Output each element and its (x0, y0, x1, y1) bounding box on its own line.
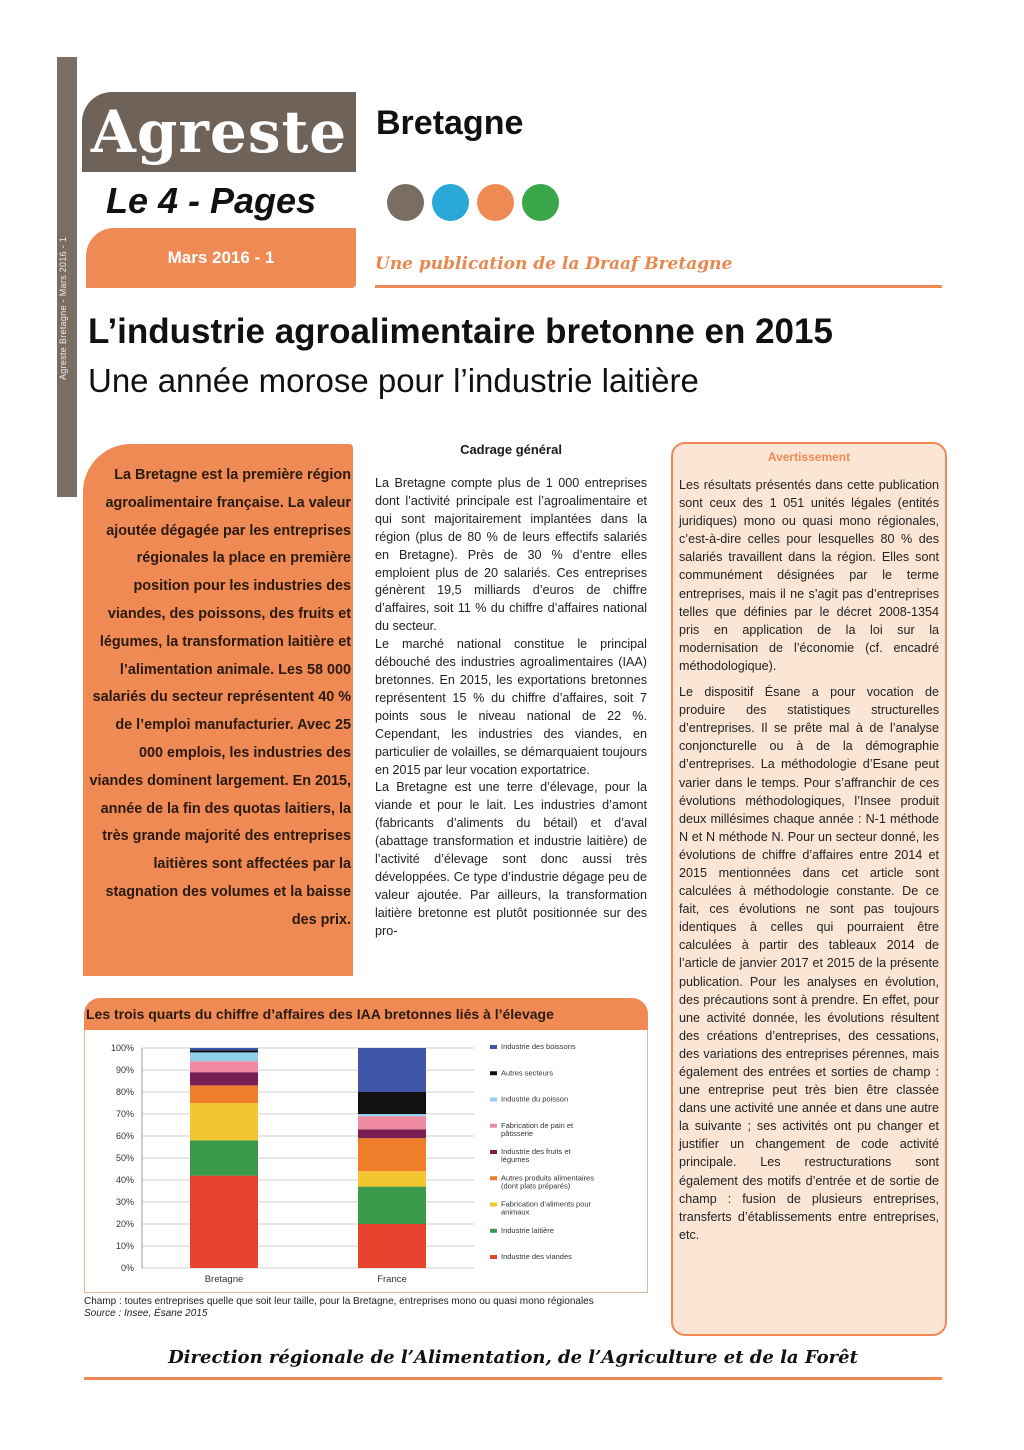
article-subtitle: Une année morose pour l’industrie laitière (88, 362, 699, 399)
x-category-label: France (377, 1274, 407, 1285)
y-tick-label: 60% (115, 1131, 134, 1141)
brand-logo: Agreste (90, 98, 348, 166)
bar-segment (190, 1072, 258, 1085)
bar-segment (358, 1138, 426, 1171)
y-tick-label: 90% (115, 1065, 134, 1075)
dot-brown (387, 184, 424, 221)
y-tick-label: 20% (115, 1219, 134, 1229)
dot-orange (477, 184, 514, 221)
warning-text (679, 476, 939, 1252)
summary-box (83, 444, 353, 976)
legend-label: Fabrication de pain et (501, 1120, 574, 1130)
y-tick-label: 40% (115, 1175, 134, 1185)
legend-label: Industrie des viandes (501, 1252, 572, 1261)
series-title: Le 4 - Pages (106, 180, 317, 221)
color-dots (387, 184, 559, 221)
legend-swatch (490, 1255, 497, 1259)
bar-segment (190, 1085, 258, 1103)
y-tick-label: 80% (115, 1087, 134, 1097)
bar-segment (358, 1092, 426, 1114)
brand-box (82, 92, 356, 172)
legend-swatch (490, 1176, 497, 1180)
bar-segment (190, 1176, 258, 1268)
legend-swatch (490, 1203, 497, 1207)
legend-swatch (490, 1124, 497, 1128)
legend-swatch (490, 1045, 497, 1049)
legend-label: Industrie des boissons (501, 1042, 576, 1051)
footer-org: Direction régionale de l’Alimentation, de l’Agriculture et de la Forêt (168, 1347, 858, 1368)
side-caption (58, 360, 68, 380)
bar-segment (190, 1103, 258, 1140)
legend-swatch (490, 1229, 497, 1233)
general-paragraph: La Bretagne compte plus de 1 000 entreprises dont l’activité principale est l’agroalimentaire et qui sont majoritairement implantées dans la région (plus de 80 % de leurs effectifs salariés en Bretagne). Près de 30 % d’entre elles emploient plus de 20 salariés. Ces entreprises génèrent 19,5 milliards d’euros de chiffre d’affaires, soit 11 % du chiffre d’affaires national du secteur. (375, 476, 647, 634)
legend-label: Industrie des fruits et (501, 1147, 571, 1156)
bar-segment (190, 1140, 258, 1175)
general-paragraph: La Bretagne est une terre d’élevage, pour la viande et pour le lait. Les industries d’amont (fabricants d’aliments du bétail) et d’aval (abattage transformation et industrie laitière) de l’activité d’élevage sont donc aussi très développées. Ce type d’industrie dégage peu de valeur ajoutée. Par ailleurs, la transformation laitière bretonne est plutôt positionnée sur des pro- (375, 780, 647, 938)
bar-segment (358, 1171, 426, 1186)
warning-title: Avertissement (767, 450, 851, 464)
bar-segment (190, 1061, 258, 1072)
legend-label: (dont plats préparés) (501, 1181, 571, 1191)
y-tick-label: 70% (115, 1109, 134, 1119)
article-title: L’industrie agroalimentaire bretonne en 2015 (88, 312, 833, 351)
chart-scope-note: Champ : toutes entreprises quelle que soit leur taille, pour la Bretagne, entreprises mono ou quasi mono régionales (84, 1296, 594, 1307)
bar-segment (358, 1129, 426, 1138)
summary-text: La Bretagne est la première région agroalimentaire française. La valeur ajoutée dégagée par les entreprises régionales la place en première position pour les industries des viandes, des poissons, des fruits et légumes, la transformation laitière et l’alimentation animale. Les 58 000 salariés du secteur représentent 40 % de l’emploi manufacturier. Avec 25 000 emplois, les industries des viandes dominent largement. En 2015, année de la fin des quotas laitiers, la très grande majorité des entreprises laitières sont affectées par la stagnation des volumes et la baisse des prix. (89, 467, 351, 928)
legend-label: animaux (501, 1207, 530, 1217)
legend-label: Fabrication d’aliments pour (501, 1199, 592, 1209)
publisher-rule (375, 285, 942, 288)
warning-paragraph: Le dispositif Ésane a pour vocation de produire des statistiques structurelles d’entreprises. Il se prête mal à de l’analyse conjoncturelle ou à de la démographie d’entreprises. La méthodologie d’Esane peut varier dans le temps. Pour s’affranchir de ces évolutions méthodologiques, l’Insee produit deux millésimes chaque année : N-1 méthode N et N méthode N. Pour un secteur donné, les évolutions de chiffre d’affaires entre 2014 et 2015 mentionnées dans cet article sont calculées à méthodologie constante. De ce fait, ces évolutions ne sont pas toujours identiques à celles qui pourraient être calculées à partir des tableaux 2014 de l’article de janvier 2017 et 2015 de la présente publication. Pour les analyses en évolution, des précautions sont à prendre. En effet, pour une activité donnée, les évolutions résultent des créations d’entreprises, des cessations, des variations des entreprises pérennes, mais également des entrées et sorties de champ : une entreprise peut très bien être classée dans une activité une année et dans une autre la suivante ; ses activités ont pu changer et justifier un changement de code activité principale. Les restructurations sont également des motifs d’entrée et de sortie de champ : fusion de plusieurs entreprises, transferts d’établissements entre entreprises, etc. (679, 685, 939, 1242)
chart-source: Source : Insee, Ésane 2015 (84, 1308, 208, 1319)
bar-segment (358, 1116, 426, 1129)
date-box (86, 228, 356, 288)
legend-label: légumes (501, 1155, 530, 1164)
legend-label: Industrie laitière (501, 1225, 554, 1235)
legend-swatch (490, 1150, 497, 1154)
y-tick-label: 50% (115, 1153, 134, 1163)
bar-segment (190, 1048, 258, 1050)
general-heading: Cadrage général (460, 442, 562, 457)
bar-segment (358, 1048, 426, 1092)
legend-label: Autres secteurs (501, 1068, 554, 1078)
legend-label: Industrie du poisson (501, 1094, 569, 1104)
legend-swatch (490, 1071, 497, 1075)
chart-title: Les trois quarts du chiffre d’affaires des IAA bretonnes liés à l’élevage (86, 1006, 554, 1022)
x-category-label: Bretagne (204, 1274, 244, 1285)
region-title: Bretagne (376, 104, 524, 142)
publisher-line: Une publication de la Draaf Bretagne (375, 254, 733, 274)
chart-notes (84, 1296, 648, 1320)
footer-rule (84, 1377, 942, 1380)
general-column (375, 475, 647, 941)
dot-green (522, 184, 559, 221)
warning-box (671, 442, 947, 1336)
chart-header (84, 998, 648, 1030)
y-tick-label: 10% (115, 1241, 134, 1251)
legend-label: pâtisserie (501, 1128, 534, 1138)
dot-blue (432, 184, 469, 221)
legend-swatch (490, 1098, 497, 1102)
issue-date: Mars 2016 - 1 (167, 248, 275, 267)
bar-segment (358, 1114, 426, 1116)
stacked-bar-chart (84, 1036, 644, 1286)
y-tick-label: 100% (110, 1043, 134, 1053)
general-paragraph: Le marché national constitue le principal débouché des industries agroalimentaires (IAA) bretonnes. En 2015, les exportations bretonnes représentent 15 % du chiffre d’affaires, soit 7 points sous le niveau national de 22 %. Cependant, les industries des viandes, en particulier de volailles, se démarquaient toujours en 2015 par leur vocation exportatrice. (375, 637, 647, 777)
bar-segment (190, 1050, 258, 1052)
bar-segment (358, 1224, 426, 1268)
bar-segment (190, 1052, 258, 1061)
warning-paragraph: Les résultats présentés dans cette publication sont ceux des 1 051 unités légales (entités juridiques) mono ou quasi mono régionales, c’est-à-dire celles pour lesquelles 80 % des salariés travaillent dans la région. Elles sont communément désignées par le terme entreprises, mais il ne s’agit pas d’entreprises telles que définies par le décret 2008-1354 pris en application de la loi sur la modernisation de l’économie (cf. encadré méthodologique). (679, 478, 939, 673)
y-tick-label: 30% (115, 1197, 134, 1207)
y-tick-label: 0% (120, 1263, 134, 1273)
legend-label: Autres produits alimentaires (501, 1173, 594, 1183)
bar-segment (358, 1187, 426, 1224)
